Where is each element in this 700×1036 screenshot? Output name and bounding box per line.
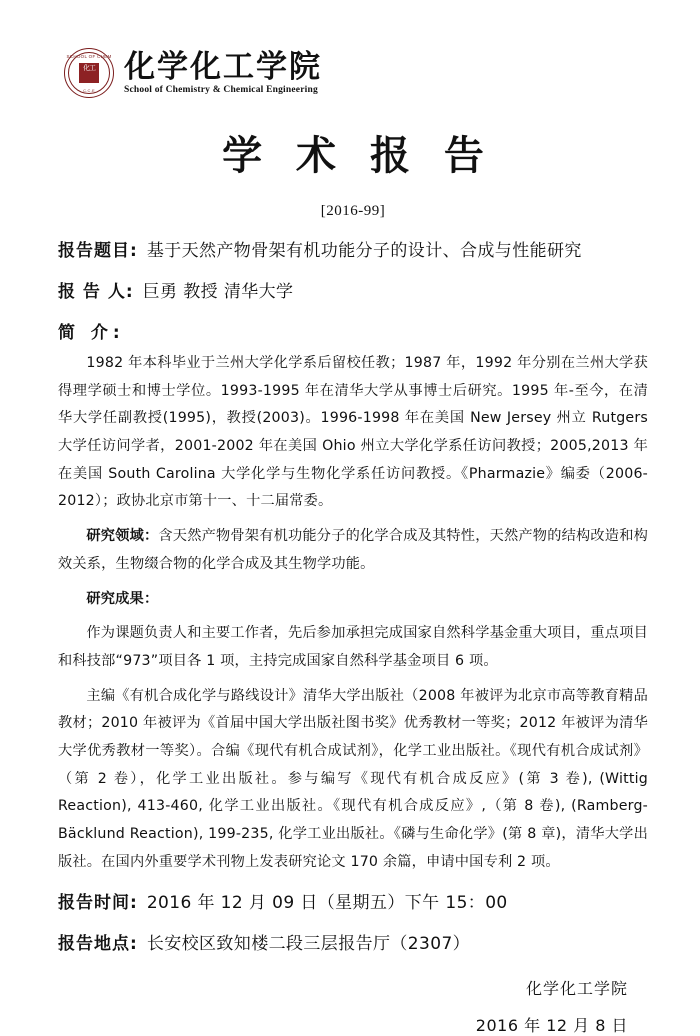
seal-top-text: SCHOOL OF CHEM (66, 54, 112, 59)
field-topic (58, 236, 648, 261)
letterhead-text (124, 48, 322, 96)
achievement-heading-paragraph (58, 586, 648, 614)
topic-value: 基于天然产物骨架有机功能分子的设计、合成与性能研究 (146, 241, 582, 261)
research-area-text: 含天然产物骨架有机功能分子的化学合成及其特性，天然产物的结构改造和构效关系，生物缀合物的化学合成及其生物学功能。 (58, 528, 648, 572)
issuer: 化学化工学院 (525, 979, 628, 999)
page-title: 学 术 报 告 (222, 133, 494, 179)
letterhead (64, 48, 648, 98)
school-name-cn: 化学化工学院 (124, 48, 322, 85)
time-value: 2016 年 12 月 09 日（星期五）下午 15：00 (146, 893, 508, 914)
bio-paragraph: 1982 年本科毕业于兰州大学化学系后留校任教；1987 年，1992 年分别在兰州大学获得理学硕士和博士学位。1993-1995 年在清华大学从事博士后研究。1995 年-至今，在清华大学任副教授(1995)，教授(2003)。1996-1998 年在美国 New Jersey 州立 Rutgers 大学任访问学者，2001-2002 年在美国 Ohio 州立大学化学系任访问教授；2005,2013 年在美国 South Carolina 大学化学与生物化学系任访问教授。《Pharmazie》编委（2006-2012）；政协北京市第十一、十二届常委。 (58, 355, 648, 510)
intro-label: 简 介: (58, 323, 125, 343)
topic-label: 报告题目: (58, 241, 138, 261)
field-speaker (58, 277, 648, 302)
issue-date: 2016 年 12 月 8 日 (475, 1016, 628, 1036)
achievement-heading: 研究成果： (86, 590, 159, 607)
achievement-paragraph-1: 作为课题负责人和主要工作者，先后参加承担完成国家自然科学基金重大项目，重点项目和科技部“973”项目各 1 项，主持完成国家自然科学基金项目 6 项。 (58, 625, 648, 669)
document-code: [2016-99] (320, 203, 386, 219)
speaker-value: 巨勇 教授 清华大学 (142, 282, 294, 302)
place-label: 报告地点: (58, 934, 138, 955)
research-area-paragraph (58, 523, 648, 578)
seal-bottom-text: C.C.E (83, 88, 95, 93)
place-value: 长安校区致知楼二段三层报告厅（2307） (146, 934, 471, 955)
school-name-en: School of Chemistry & Chemical Engineering (124, 85, 318, 96)
university-seal-icon (64, 48, 114, 98)
time-label: 报告时间: (58, 893, 138, 914)
research-area-heading: 研究领域： (86, 528, 159, 545)
field-time (58, 888, 648, 913)
speaker-label: 报 告 人: (58, 282, 134, 302)
achievement-paragraph-2: 主编《有机合成化学与路线设计》清华大学出版社（2008 年被评为北京市高等教育精品教材；2010 年被评为《首届中国大学出版社图书奖》优秀教材一等奖；2012 年被评为清华大学优秀教材一等奖）。合编《现代有机合成试剂》，化学工业出版社。《现代有机合成试剂》（第 2 卷），化学工业出版社。参与编写《现代有机合成反应》(第 3 卷), (Wittig Reaction), 413-460, 化学工业出版社。《现代有机合成反应》,（第 8 卷), (Ramberg-Bäcklund Reaction), 199-235, 化学工业出版社。《磷与生命化学》(第 8 章)，清华大学出版社。在国内外重要学术刊物上发表研究论文 170 余篇，申请中国专利 2 项。 (58, 687, 648, 870)
seal-center-text: 化工 (79, 63, 99, 83)
field-place (58, 929, 648, 954)
